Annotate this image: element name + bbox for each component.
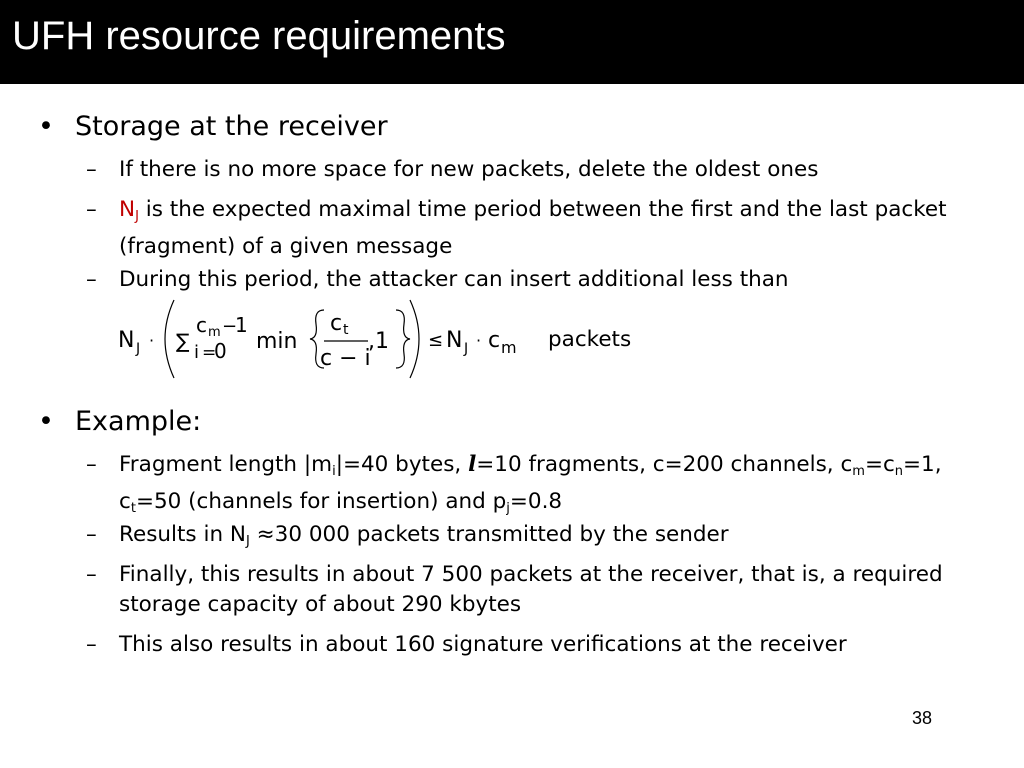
dash-icon: – xyxy=(86,157,97,182)
bullet-icon: • xyxy=(38,111,54,142)
sub-bullet-nj-result xyxy=(86,520,996,557)
svg-text:≤: ≤ xyxy=(428,330,444,351)
svg-text:1: 1 xyxy=(235,313,248,337)
svg-text:=: = xyxy=(202,343,217,363)
sub-bullet-text: If there is no more space for new packets, delete the oldest ones xyxy=(119,157,819,182)
dash-icon: – xyxy=(86,267,97,292)
bullet-heading: Example: xyxy=(75,406,202,437)
dash-icon: – xyxy=(86,197,97,222)
sub-bullet-text: During this period, the attacker can insert additional less than xyxy=(119,267,789,292)
svg-text:J: J xyxy=(136,341,141,357)
svg-text:0: 0 xyxy=(214,339,227,363)
svg-text:t: t xyxy=(343,322,349,338)
sub-bullet-storage-capacity xyxy=(86,560,996,620)
sub-bullet-nj-definition xyxy=(86,195,996,262)
svg-text:−: − xyxy=(222,316,238,337)
svg-text:c − i: c − i xyxy=(320,346,371,371)
svg-text:·: · xyxy=(476,331,482,350)
svg-text:∑: ∑ xyxy=(176,329,190,353)
sub-bullet-signature-verifications xyxy=(86,630,996,660)
left-paren xyxy=(165,300,174,378)
bullet-icon: • xyxy=(38,406,54,437)
sub-bullet-delete-oldest xyxy=(86,155,996,185)
svg-text:m: m xyxy=(208,325,221,340)
sub-bullet-fragment-parameters xyxy=(86,450,996,524)
dash-icon: – xyxy=(86,632,97,657)
formula-packets-label: packets xyxy=(548,327,632,352)
svg-text:,1: ,1 xyxy=(368,329,389,354)
bullet-heading: Storage at the receiver xyxy=(75,111,388,142)
svg-text:c: c xyxy=(488,328,501,353)
slide-title: UFH resource requirements xyxy=(12,14,506,58)
sub-bullet-text: Fragment length $|m_i|=40$ bytes, l=10 fragments, c=200 channels, $c_m=c_n=1$, $c_t=50$ (channels for insertion) and $p_j=0.8$ xyxy=(119,452,942,516)
nj-symbol: $N_J$ xyxy=(119,197,139,224)
svg-text:c: c xyxy=(196,313,207,337)
sub-bullet-attacker-insert xyxy=(86,265,996,295)
sub-bullet-text: $N_J$ is the expected maximal time period between the first and the last packet (fragment) of a given message xyxy=(119,197,947,259)
svg-text:min: min xyxy=(256,329,298,354)
svg-text:N: N xyxy=(446,328,463,353)
dash-icon: – xyxy=(86,562,97,587)
sub-bullet-text: This also results in about 160 signature verifications at the receiver xyxy=(119,632,847,657)
sub-bullet-text: Results in $N_J \approx 30$ 000 packets transmitted by the sender xyxy=(119,522,729,549)
dash-icon: – xyxy=(86,452,97,477)
svg-text:m: m xyxy=(501,338,517,357)
svg-text:J: J xyxy=(464,341,469,357)
page-number: 38 xyxy=(912,708,933,728)
svg-text:c: c xyxy=(330,311,343,336)
dash-icon: – xyxy=(86,522,97,547)
svg-text:N: N xyxy=(118,328,135,353)
svg-text:·: · xyxy=(149,331,155,350)
sub-bullet-text: Finally, this results in about 7 500 packets at the receiver, that is, a required storage capacity of about 290 kbytes xyxy=(119,562,943,617)
title-bar xyxy=(0,0,1024,84)
svg-text:i: i xyxy=(194,342,200,363)
right-brace xyxy=(396,310,410,368)
right-paren xyxy=(410,300,419,378)
